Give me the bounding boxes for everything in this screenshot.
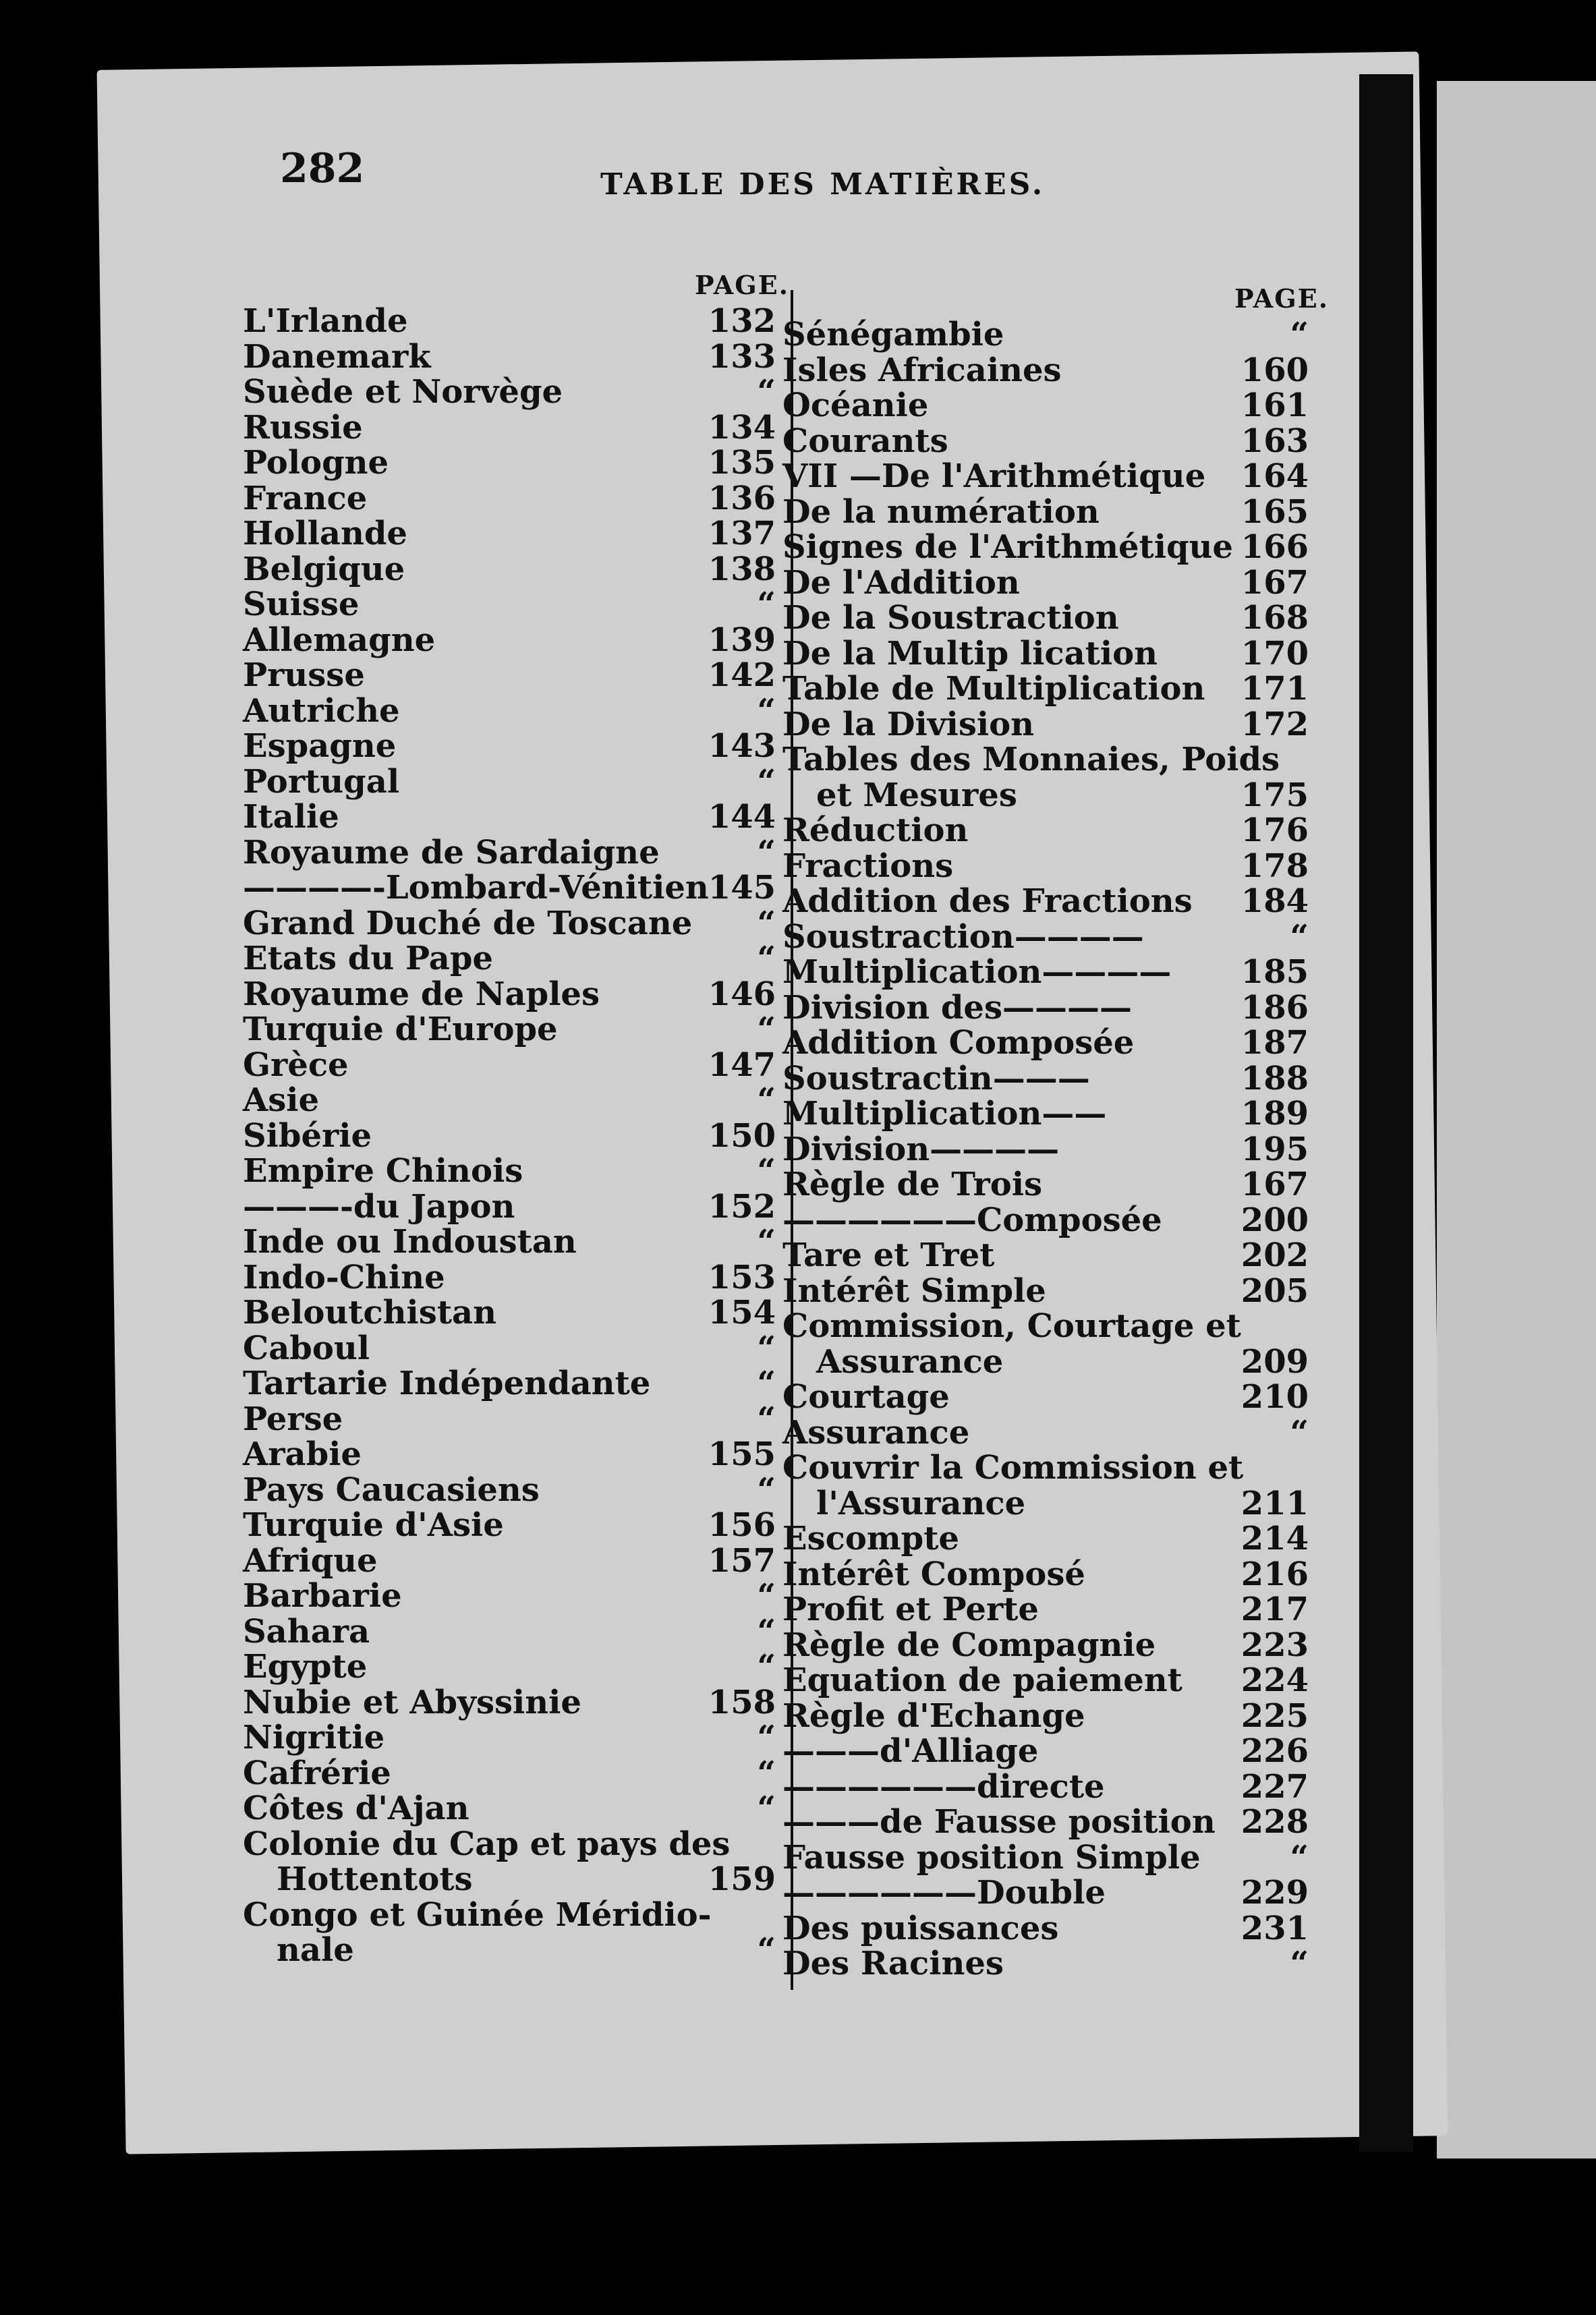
toc-entry-label: Empire Chinois (243, 1152, 523, 1190)
toc-entry (243, 1189, 776, 1225)
toc-entry (782, 884, 1309, 919)
page-number: 282 (280, 145, 365, 192)
toc-entry (243, 304, 776, 339)
toc-entry-label: Soustraction———— (782, 917, 1144, 956)
toc-entry (243, 1685, 776, 1721)
toc-entry-label: ——————directe (782, 1767, 1105, 1806)
toc-entry-label: Turquie d'Asie (243, 1506, 504, 1544)
toc-entry (782, 1271, 1309, 1310)
toc-entry-label: Tare et Tret (782, 1236, 995, 1274)
toc-entry-label: Multiplication—— (782, 1095, 1107, 1133)
toc-entry (243, 1083, 776, 1118)
toc-entry-label: Côtes d'Ajan (243, 1790, 469, 1827)
toc-entry-label: Suisse (243, 585, 360, 623)
toc-entry-page: 200 (1241, 1201, 1309, 1239)
toc-entry-page: 186 (1241, 988, 1309, 1027)
toc-entry-label: Division———— (782, 1130, 1060, 1168)
toc-entry (782, 424, 1309, 459)
toc-entry-page: 176 (1241, 811, 1309, 849)
toc-entry (782, 1521, 1309, 1557)
toc-entry-label: ————-Lombard-Vénitien (243, 869, 709, 907)
toc-entry-page: 228 (1241, 1803, 1309, 1841)
toc-entry (243, 410, 776, 446)
toc-entry-label: Intérêt Simple (782, 1271, 1046, 1310)
toc-entry-page: 138 (708, 550, 776, 588)
toc-entry-page: 155 (708, 1435, 776, 1473)
toc-entry (243, 1402, 776, 1437)
toc-entry-page: “ (1290, 1413, 1309, 1452)
toc-entry-label: Océanie (782, 387, 929, 424)
toc-entry-label: Etats du Pape (243, 940, 493, 977)
toc-entry (782, 990, 1309, 1026)
toc-entry (243, 870, 776, 906)
toc-entry-label: ——————Double (782, 1874, 1106, 1912)
toc-entry-page: 150 (708, 1116, 776, 1155)
toc-entry-label: Belgique (243, 550, 405, 588)
toc-entry (243, 941, 776, 977)
toc-entry-label: Sénégambie (782, 316, 1004, 353)
left-column (243, 304, 776, 1968)
toc-entry-page: “ (757, 585, 776, 623)
toc-entry-label: Assurance (782, 1413, 970, 1452)
toc-entry (243, 658, 776, 693)
toc-entry-page: “ (757, 1754, 776, 1792)
toc-entry (243, 1827, 776, 1862)
right-page-header: PAGE. (1234, 283, 1329, 314)
toc-entry-label: Courtage (782, 1378, 950, 1416)
toc-entry (782, 600, 1309, 636)
toc-entry (782, 1628, 1309, 1663)
toc-entry-label: Italie (243, 798, 339, 836)
toc-entry (782, 1557, 1309, 1593)
toc-entry-page: 154 (708, 1294, 776, 1332)
toc-entry (782, 1415, 1309, 1451)
toc-entry (782, 742, 1309, 778)
toc-entry-page: 202 (1241, 1236, 1309, 1274)
toc-entry-page: “ (757, 1010, 776, 1048)
toc-entry-page: “ (757, 1790, 776, 1827)
toc-entry-page: 133 (708, 337, 776, 376)
toc-entry (782, 530, 1309, 565)
toc-entry (243, 1331, 776, 1367)
toc-entry (243, 1012, 776, 1048)
toc-entry (243, 552, 776, 588)
toc-entry (782, 317, 1309, 353)
toc-entry-page: 156 (708, 1506, 776, 1544)
toc-entry-label: Assurance (816, 1342, 1004, 1381)
toc-entry (243, 516, 776, 552)
toc-entry (243, 1543, 776, 1579)
toc-entry (782, 1379, 1309, 1415)
toc-entry-page: 146 (708, 975, 776, 1013)
toc-entry-page: 187 (1241, 1024, 1309, 1062)
toc-entry (782, 1911, 1309, 1947)
toc-entry (782, 1025, 1309, 1061)
toc-entry-page: “ (757, 1612, 776, 1651)
toc-entry (243, 977, 776, 1012)
toc-entry-label: Isles Africaines (782, 351, 1062, 389)
toc-entry-label: Des puissances (782, 1909, 1059, 1947)
toc-entry (243, 1862, 776, 1897)
toc-entry-page: “ (757, 1577, 776, 1615)
toc-entry-label: Tables des Monnaies, Poids (782, 741, 1280, 778)
toc-entry-label: Russie (243, 408, 363, 447)
toc-entry-label: Autriche (243, 691, 400, 730)
toc-entry-label: Royaume de Sardaigne (243, 833, 660, 871)
toc-entry-label: De la Division (782, 705, 1035, 743)
toc-entry (243, 1048, 776, 1083)
toc-entry-label: Prusse (243, 656, 365, 694)
toc-entry-page: “ (757, 691, 776, 730)
toc-entry (782, 954, 1309, 990)
toc-entry (243, 1578, 776, 1614)
toc-entry (243, 374, 776, 410)
toc-entry (243, 1756, 776, 1792)
toc-entry-label: Règle d'Echange (782, 1696, 1085, 1735)
toc-entry-page: “ (1290, 1945, 1309, 1982)
toc-entry-page: 227 (1241, 1767, 1309, 1806)
toc-entry-page: “ (757, 1081, 776, 1119)
toc-entry-label: ———d'Alliage (782, 1732, 1039, 1770)
toc-entry (243, 728, 776, 764)
toc-entry (782, 388, 1309, 424)
toc-entry-page: 142 (708, 656, 776, 694)
toc-entry-label: Pologne (243, 444, 389, 482)
toc-entry-page: 216 (1241, 1555, 1309, 1593)
toc-entry-page: “ (1290, 316, 1309, 353)
toc-entry-page: 139 (708, 621, 776, 659)
book-gutter (1359, 74, 1413, 2152)
toc-entry-page: 211 (1241, 1484, 1309, 1522)
toc-entry-page: 226 (1241, 1732, 1309, 1770)
toc-entry (782, 459, 1309, 494)
toc-entry (782, 671, 1309, 707)
toc-entry-label: Barbarie (243, 1577, 402, 1615)
toc-entry (782, 494, 1309, 530)
toc-entry (243, 1897, 776, 1933)
toc-entry (782, 636, 1309, 672)
toc-entry-page: “ (757, 940, 776, 977)
toc-entry-label: Suède et Norvège (243, 373, 563, 411)
toc-entry (243, 1366, 776, 1402)
toc-entry-page: 178 (1241, 847, 1309, 885)
toc-entry-label: Escompte (782, 1520, 959, 1557)
toc-entry-page: 175 (1241, 776, 1309, 814)
toc-entry (782, 1309, 1309, 1344)
toc-entry (782, 1698, 1309, 1734)
toc-entry-page: “ (757, 1329, 776, 1367)
toc-entry-page: 143 (708, 727, 776, 765)
toc-entry-page: “ (757, 1365, 776, 1402)
toc-entry-label: Nigritie (243, 1719, 385, 1756)
toc-entry (243, 906, 776, 942)
toc-entry-page: “ (757, 833, 776, 871)
toc-entry-label: l'Assurance (816, 1484, 1026, 1522)
toc-entry (782, 1486, 1309, 1522)
toc-entry-label: Intérêt Composé (782, 1555, 1085, 1593)
toc-entry-label: Règle de Compagnie (782, 1626, 1156, 1664)
toc-entry-page: 195 (1241, 1130, 1309, 1168)
toc-entry (243, 1508, 776, 1543)
toc-entry-page: 163 (1241, 422, 1309, 460)
toc-entry (243, 1791, 776, 1827)
toc-entry-label: Turquie d'Europe (243, 1010, 558, 1048)
toc-entry-label: Espagne (243, 727, 397, 765)
toc-entry-page: “ (757, 1470, 776, 1509)
toc-entry-label: De la Soustraction (782, 599, 1119, 637)
toc-entry-page: 135 (708, 444, 776, 482)
toc-entry (782, 849, 1309, 884)
toc-entry-page: 170 (1241, 634, 1309, 673)
toc-entry-page: 184 (1241, 882, 1309, 920)
toc-entry-label: Signes de l'Arithmétique (782, 528, 1233, 566)
toc-entry-label: Caboul (243, 1329, 370, 1367)
toc-entry-page: 152 (708, 1187, 776, 1226)
toc-entry-page: 159 (708, 1860, 776, 1898)
toc-entry-page: 145 (708, 869, 776, 907)
toc-entry-label: ———de Fausse position (782, 1803, 1216, 1841)
toc-entry-label: Colonie du Cap et pays des (243, 1825, 731, 1863)
toc-entry-label: ———-du Japon (243, 1187, 515, 1226)
toc-entry-page: 168 (1241, 599, 1309, 637)
facing-page-edge (1437, 81, 1596, 2159)
toc-entry (782, 1592, 1309, 1628)
toc-entry-label: Danemark (243, 337, 431, 376)
toc-entry-page: 229 (1241, 1874, 1309, 1912)
toc-entry (782, 1663, 1309, 1698)
toc-entry-label: Hottentots (277, 1860, 473, 1898)
toc-entry-label: Des Racines (782, 1945, 1004, 1982)
toc-entry-label: Couvrir la Commission et (782, 1449, 1244, 1487)
toc-entry (243, 693, 776, 729)
toc-entry (782, 707, 1309, 743)
toc-entry (782, 1203, 1309, 1238)
toc-entry-label: Asie (243, 1081, 320, 1119)
toc-entry-label: Fausse position Simple (782, 1838, 1201, 1877)
toc-entry-page: 158 (708, 1683, 776, 1721)
toc-entry-page: 171 (1241, 670, 1309, 708)
toc-entry (243, 799, 776, 835)
toc-entry (243, 481, 776, 517)
toc-entry (782, 1734, 1309, 1769)
toc-entry-page: 224 (1241, 1661, 1309, 1699)
toc-entry (782, 1946, 1309, 1982)
toc-entry-page: “ (1290, 917, 1309, 956)
toc-entry-page: 160 (1241, 351, 1309, 389)
toc-entry (243, 1720, 776, 1756)
toc-entry-label: Nubie et Abyssinie (243, 1683, 581, 1721)
toc-entry-label: Règle de Trois (782, 1166, 1043, 1203)
toc-entry (782, 1804, 1309, 1840)
toc-entry-page: 144 (708, 798, 776, 836)
toc-entry-page: 166 (1241, 528, 1309, 566)
toc-entry-page: 188 (1241, 1059, 1309, 1097)
toc-entry-label: Fractions (782, 847, 954, 885)
toc-entry-page: 214 (1241, 1520, 1309, 1557)
toc-entry-label: France (243, 479, 368, 517)
toc-entry (782, 1344, 1309, 1380)
toc-entry-page: 153 (708, 1258, 776, 1296)
toc-entry (782, 1096, 1309, 1132)
toc-entry (243, 339, 776, 375)
toc-entry-label: Sahara (243, 1612, 370, 1651)
toc-entry-label: nale (277, 1931, 354, 1969)
toc-entry-page: “ (757, 762, 776, 801)
toc-entry-label: Congo et Guinée Méridio- (243, 1895, 712, 1934)
toc-entry (782, 778, 1309, 813)
toc-entry-label: L'Irlande (243, 302, 408, 340)
toc-entry-page: “ (757, 1223, 776, 1261)
toc-entry-page: 132 (708, 302, 776, 340)
toc-entry-label: Egypte (243, 1648, 368, 1686)
toc-entry (243, 1295, 776, 1331)
toc-entry-label: Beloutchistan (243, 1294, 496, 1332)
toc-entry-label: Cafrérie (243, 1754, 391, 1792)
toc-entry-page: 167 (1241, 1166, 1309, 1203)
toc-entry (782, 1061, 1309, 1097)
toc-entry (782, 1840, 1309, 1876)
toc-entry-page: 157 (708, 1541, 776, 1580)
toc-entry-page: 231 (1241, 1909, 1309, 1947)
toc-entry-label: Allemagne (243, 621, 436, 659)
toc-entry-page: “ (757, 1931, 776, 1969)
toc-entry-label: Multiplication———— (782, 953, 1172, 991)
toc-entry-label: Commission, Courtage et (782, 1307, 1241, 1345)
toc-entry-page: 205 (1241, 1271, 1309, 1310)
toc-entry-page: 134 (708, 408, 776, 447)
toc-entry-label: Division des———— (782, 988, 1132, 1027)
toc-entry-label: Soustractin——— (782, 1059, 1090, 1097)
left-page-header: PAGE. (695, 270, 789, 300)
toc-entry-label: Profit et Perte (782, 1591, 1039, 1628)
toc-entry (782, 813, 1309, 849)
toc-entry-page: 189 (1241, 1095, 1309, 1133)
toc-entry (782, 1238, 1309, 1274)
toc-entry-page: “ (757, 373, 776, 411)
toc-entry (243, 1437, 776, 1473)
toc-entry-page: 223 (1241, 1626, 1309, 1664)
toc-entry (782, 1875, 1309, 1911)
toc-entry-page: 210 (1241, 1378, 1309, 1416)
toc-entry-label: Courants (782, 422, 948, 460)
toc-entry (243, 1470, 776, 1509)
toc-entry-label: Addition Composée (782, 1024, 1135, 1062)
toc-entry-label: Arabie (243, 1435, 362, 1473)
toc-entry (782, 919, 1309, 955)
toc-entry-label: Table de Multiplication (782, 670, 1205, 708)
toc-entry-page: “ (1290, 1838, 1309, 1877)
right-column (782, 317, 1309, 1982)
toc-entry (243, 1260, 776, 1296)
toc-entry (243, 1153, 776, 1189)
toc-entry (243, 587, 776, 623)
toc-entry-page: 172 (1241, 705, 1309, 743)
toc-entry-page: “ (757, 1400, 776, 1438)
toc-entry-page: 165 (1241, 492, 1309, 531)
toc-entry-page: “ (757, 1719, 776, 1756)
toc-entry-label: Addition des Fractions (782, 882, 1193, 920)
toc-entry-label: Equation de paiement (782, 1661, 1182, 1699)
toc-entry-page: 225 (1241, 1696, 1309, 1735)
toc-entry-label: Royaume de Naples (243, 975, 600, 1013)
toc-entry-label: Indo-Chine (243, 1258, 445, 1296)
toc-entry-page: 164 (1241, 457, 1309, 495)
toc-entry-page: “ (757, 1152, 776, 1190)
toc-entry-label: Grèce (243, 1046, 349, 1084)
toc-entry (243, 445, 776, 481)
toc-entry-label: et Mesures (816, 776, 1017, 814)
toc-entry (243, 1649, 776, 1685)
toc-entry (243, 1224, 776, 1260)
toc-entry-label: ——————Composée (782, 1201, 1162, 1239)
toc-entry (243, 1933, 776, 1968)
toc-entry-label: Pays Caucasiens (243, 1470, 540, 1509)
toc-entry-label: De la Multip lication (782, 634, 1158, 673)
toc-entry-label: Réduction (782, 811, 969, 849)
toc-entry (782, 1769, 1309, 1805)
toc-entry-label: Hollande (243, 515, 407, 552)
toc-entry (243, 764, 776, 800)
toc-entry-page: 185 (1241, 953, 1309, 991)
toc-entry-label: De la numération (782, 492, 1100, 531)
toc-entry (782, 353, 1309, 389)
toc-entry-label: Tartarie Indépendante (243, 1365, 651, 1402)
toc-entry-page: 167 (1241, 563, 1309, 602)
toc-entry-page: 136 (708, 479, 776, 517)
toc-entry-page: “ (757, 1648, 776, 1686)
toc-entry-label: Afrique (243, 1541, 378, 1580)
toc-entry-page: 147 (708, 1046, 776, 1084)
toc-entry (782, 1167, 1309, 1203)
toc-entry-label: VII —De l'Arithmétique (782, 457, 1206, 495)
toc-entry (243, 1118, 776, 1154)
toc-entry-label: Perse (243, 1400, 343, 1438)
toc-entry-page: 161 (1241, 387, 1309, 424)
toc-entry-page: “ (757, 904, 776, 942)
toc-entry (243, 1614, 776, 1650)
toc-entry-label: Portugal (243, 762, 400, 801)
toc-entry-label: Inde ou Indoustan (243, 1223, 577, 1261)
toc-entry-label: Grand Duché de Toscane (243, 904, 693, 942)
toc-entry-label: Sibérie (243, 1116, 372, 1155)
toc-entry (243, 835, 776, 871)
toc-entry (243, 623, 776, 658)
toc-entry (782, 565, 1309, 601)
toc-entry-page: 209 (1241, 1342, 1309, 1381)
running-head: TABLE DES MATIÈRES. (600, 167, 1046, 202)
toc-entry (782, 1132, 1309, 1168)
toc-entry (782, 1450, 1309, 1486)
toc-entry-page: 217 (1241, 1591, 1309, 1628)
toc-entry-label: De l'Addition (782, 563, 1020, 602)
toc-entry-page: 137 (708, 515, 776, 552)
